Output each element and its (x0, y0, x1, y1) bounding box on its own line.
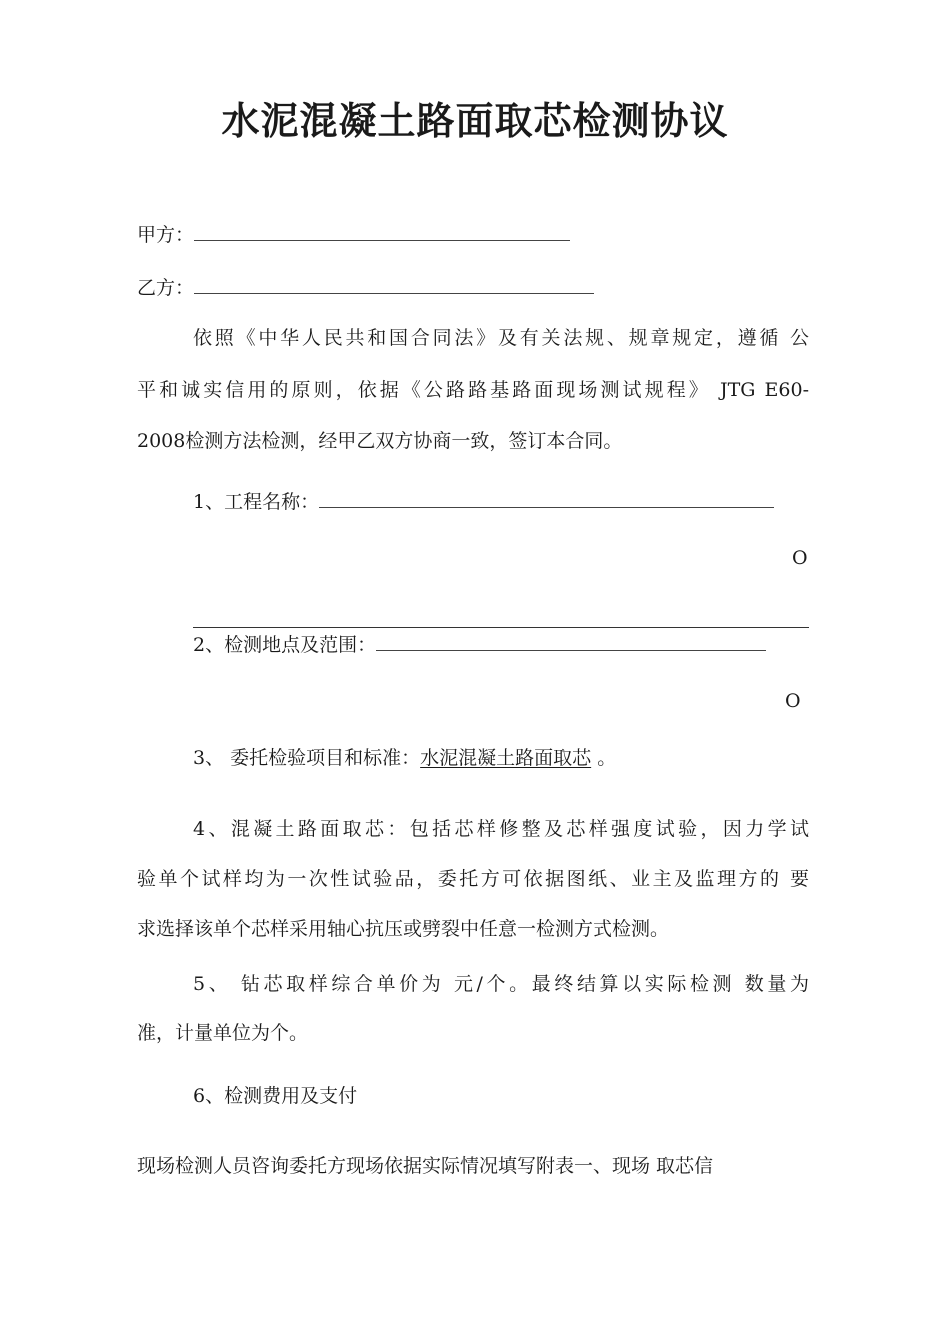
item-1-label: 1、工程名称： (193, 491, 320, 513)
party-b-blank[interactable] (194, 275, 594, 294)
preamble-line-3: 2008检测方法检测，经甲乙双方协商一致，签订本合同。 (137, 430, 623, 452)
project-name-blank[interactable] (319, 489, 774, 508)
party-a-row (137, 222, 570, 248)
item-1-end-mark: O (792, 547, 808, 569)
item-3-end: 。 (591, 747, 617, 769)
preamble-line-1: 依照《中华人民共和国合同法》及有关法规、规章规定，遵循 公 (193, 327, 809, 349)
item-3-value: 水泥混凝土路面取芯 (420, 747, 592, 769)
item-5-line-1: 5、 钻芯取样综合单价为 元/个。最终结算以实际检测 数量为 (193, 973, 809, 995)
project-name-continuation-rule (193, 627, 809, 628)
item-4-line-1: 4、混凝土路面取芯：包括芯样修整及芯样强度试验，因力学试 (193, 818, 809, 840)
document-title: 水泥混凝土路面取芯检测协议 (221, 98, 729, 143)
party-b-row (137, 275, 594, 301)
party-a-label: 甲方： (137, 224, 195, 246)
item-5-line-2: 准，计量单位为个。 (137, 1022, 309, 1044)
item-3-label: 3、 委托检验项目和标准： (193, 747, 421, 769)
item-1-row (193, 489, 774, 515)
closing-line-1: 现场检测人员咨询委托方现场依据实际情况填写附表一、现场 取芯信 (137, 1155, 714, 1177)
item-3-row (193, 745, 616, 771)
item-2-label: 2、检测地点及范围： (193, 634, 377, 656)
item-6-heading: 6、检测费用及支付 (193, 1085, 358, 1107)
location-scope-blank[interactable] (376, 632, 766, 651)
item-2-end-mark: O (785, 690, 801, 712)
preamble-line-2: 平和诚实信用的原则，依据《公路路基路面现场测试规程》 JTG E60- (137, 379, 809, 401)
party-a-blank[interactable] (194, 222, 570, 241)
item-2-row (193, 632, 766, 658)
party-b-label: 乙方： (137, 277, 195, 299)
item-4-line-3: 求选择该单个芯样采用轴心抗压或劈裂中任意一检测方式检测。 (137, 918, 670, 940)
item-4-line-2: 验单个试样均为一次性试验品，委托方可依据图纸、业主及监理方的 要 (137, 868, 809, 890)
